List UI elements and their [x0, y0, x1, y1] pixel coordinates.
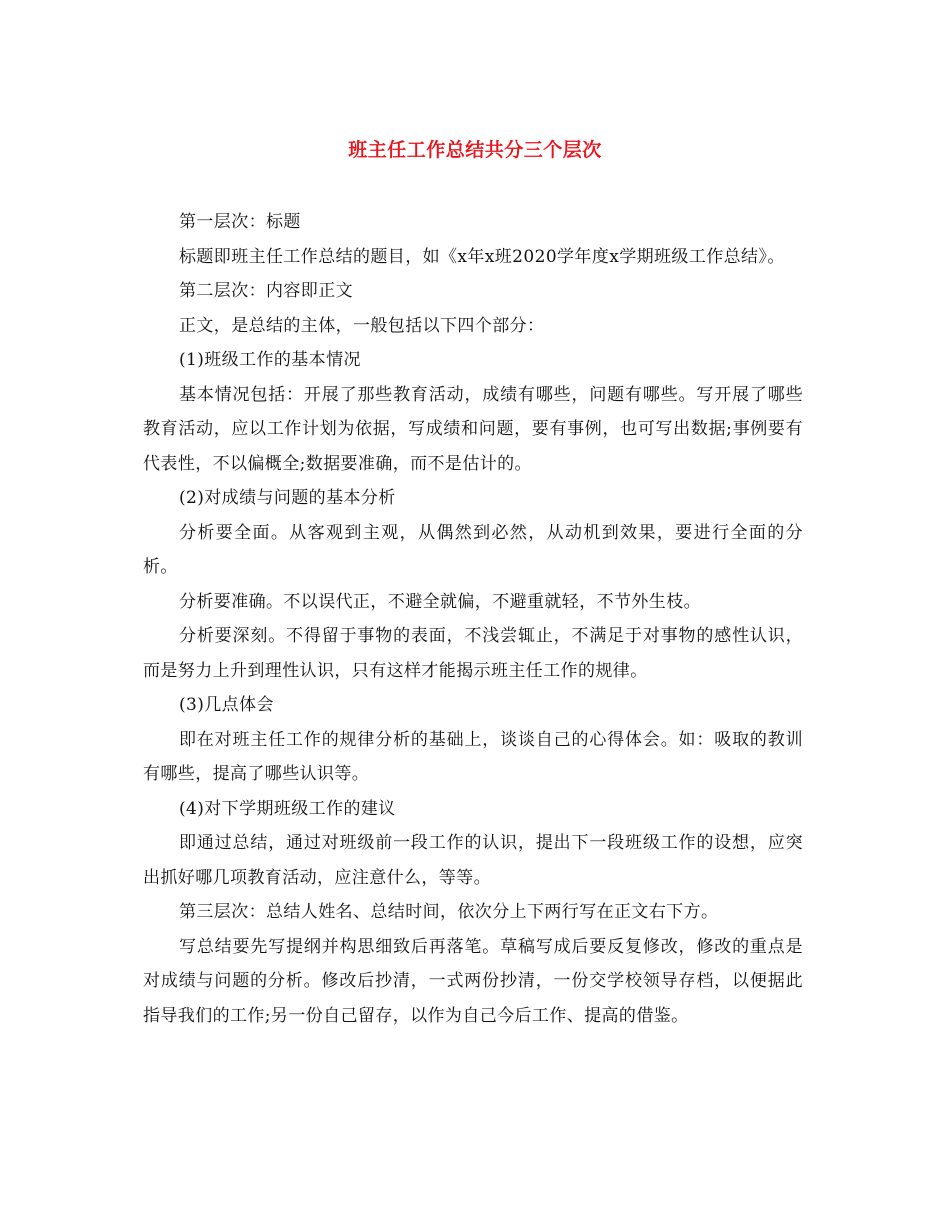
subheading-4: (4)对下学期班级工作的建议	[179, 798, 396, 819]
paragraph: 分析要全面。从客观到主观，从偶然到必然，从动机到效果，要进行全面的分析。	[143, 522, 803, 577]
paragraph: 基本情况包括：开展了那些教育活动，成绩有哪些，问题有哪些。写开展了哪些教育活动，应以工作计划为依据，写成绩和问题，要有事例，也可写出数据;事例要有代表性，不以偏概全;数据要准确，而不是估计的。	[143, 384, 803, 474]
subheading-3: (3)几点体会	[179, 695, 274, 715]
document-body	[143, 205, 803, 1033]
paragraph: 正文，是总结的主体，一般包括以下四个部分：	[179, 315, 545, 336]
paragraph: 即通过总结，通过对班级前一段工作的认识，提出下一段班级工作的设想，应突出抓好哪几项教育活动，应注意什么，等等。	[143, 833, 803, 888]
document-title: 班主任工作总结共分三个层次	[348, 139, 602, 161]
subheading-2: (2)对成绩与问题的基本分析	[179, 488, 396, 508]
heading-level-2: 第二层次：内容即正文	[179, 281, 353, 301]
paragraph: 即在对班主任工作的规律分析的基础上，谈谈自己的心得体会。如：吸取的教训有哪些，提高了哪些认识等。	[143, 729, 803, 784]
paragraph: 标题即班主任工作总结的题目，如《x年x班2020学年度x学期班级工作总结》。	[179, 246, 785, 267]
paragraph: 分析要深刻。不得留于事物的表面，不浅尝辄止，不满足于对事物的感性认识，而是努力上升到理性认识，只有这样才能揭示班主任工作的规律。	[143, 626, 803, 681]
paragraph: 写总结要先写提纲并构思细致后再落笔。草稿写成后要反复修改，修改的重点是对成绩与问题的分析。修改后抄清，一式两份抄清，一份交学校领导存档，以便据此指导我们的工作;另一份自己留存，以作为自己今后工作、提高的借鉴。	[143, 936, 803, 1026]
paragraph: 分析要准确。不以误代正，不避全就偏，不避重就轻，不节外生枝。	[179, 591, 701, 612]
subheading-1: (1)班级工作的基本情况	[179, 350, 361, 370]
heading-level-3: 第三层次：总结人姓名、总结时间，依次分上下两行写在正文右下方。	[179, 902, 719, 922]
heading-level-1: 第一层次：标题	[179, 212, 301, 232]
